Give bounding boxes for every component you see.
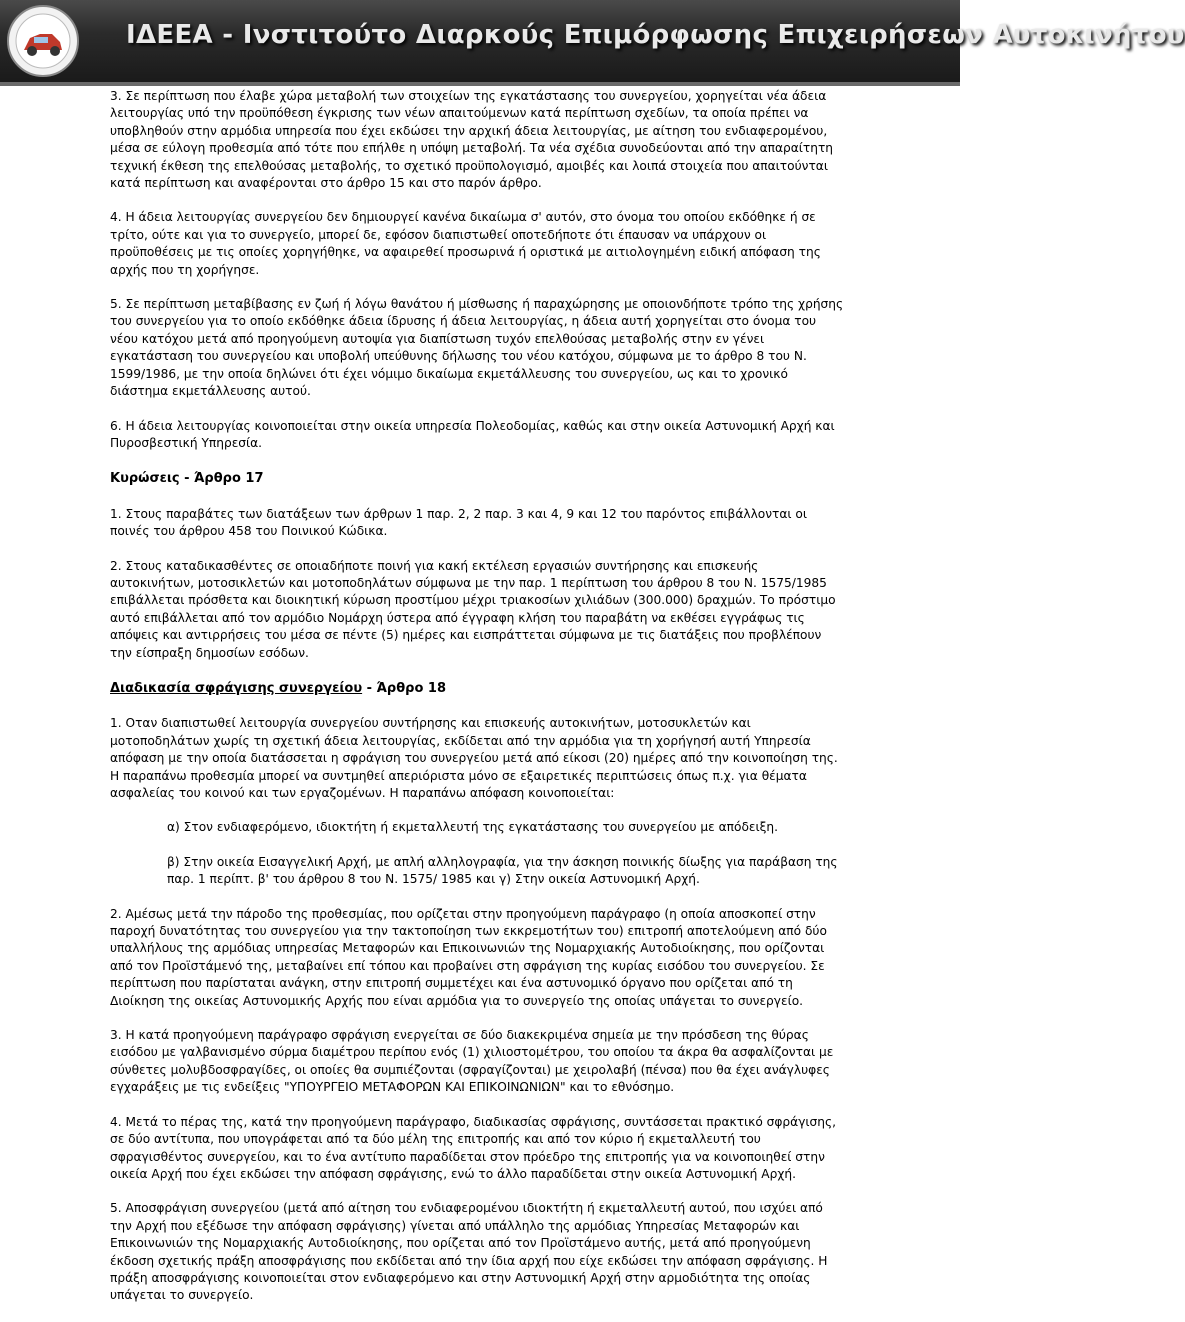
paragraph-18-3: 3. Η κατά προηγούμενη παράγραφο σφράγιση ενεργείται σε δύο διακεκριμένα σημεία με την πρόσδεση της θύρας εισόδου με γαλβανισμένο σύρμα διαμέτρου περίπου ενός (1) χιλιοστομέτρου, του οποίου τα άκρα θα ασφαλίζονται με σύνθετες μολυβδοσφραγίδες, οι οποίες θα συμπιέζονται (σφραγίζονται) με χειρολαβή (πένσα) που θα έχει ανάγλυφες εγχαράξεις με τις ενδείξεις "ΥΠΟΥΡΓΕΙΟ ΜΕΤΑΦΟΡΩΝ ΚΑΙ ΕΠΙΚΟΙΝΩΝΙΩΝ" και το εθνόσημο.: [110, 1028, 834, 1095]
ideea-logo-icon: [6, 4, 80, 78]
heading-article-18-title: Διαδικασία σφράγισης συνεργείου: [110, 680, 363, 696]
paragraph-17-1: 1. Στους παραβάτες των διατάξεων των άρθρων 1 παρ. 2, 2 παρ. 3 και 4, 9 και 12 του παρόντος επιβάλλονται οι ποινές του άρθρου 458 του Ποινικού Κώδικα.: [110, 506, 807, 539]
document-body: [110, 88, 845, 1322]
heading-article-18: [110, 680, 845, 697]
heading-article-17: Κυρώσεις - Άρθρο 17: [110, 471, 264, 487]
heading-article-18-number: - Άρθρο 18: [362, 680, 447, 696]
paragraph-18-1-b: β) Στην οικεία Εισαγγελική Αρχή, με απλή αλληλογραφία, για την άσκηση ποινικής δίωξης για παράβαση της παρ. 1 περίπτ. β' του άρθρου 8 του Ν. 1575/ 1985 και γ) Στην οικεία Αστυνομική Αρχή.: [167, 854, 838, 887]
paragraph-17-2: 2. Στους καταδικασθέντες σε οποιαδήποτε ποινή για κακή εκτέλεση εργασιών συντήρησης και επισκευής αυτοκινήτων, μοτοσικλετών και μοτοποδηλάτων σύμφωνα με την παρ. 1 περίπτωση του άρθρου 8 του Ν. 1575/1985 επιβάλλεται πρόσθετα και διοικητική κύρωση προστίμου μέχρι τριακοσίων χιλιάδων (300.000) δραχμών. Το πρόστιμο αυτό επιβάλλεται από τον αρμόδιο Νομάρχη ύστερα από έγγραφη κλήση του παραβάτη να εκθέσει εγγράφως τις απόψεις και αντιρρήσεις του μέσα σε πέντε (5) ημέρες και εισπράττεται σύμφωνα με τις διατάξεις που προβλέπουν την είσπραξη δημοσίων εσόδων.: [110, 558, 836, 660]
paragraph-18-4: 4. Μετά το πέρας της, κατά την προηγούμενη παράγραφο, διαδικασίας σφράγισης, συντάσσεται πρακτικό σφράγισης, σε δύο αντίτυπα, που υπογράφεται από τα δύο μέλη της επιτροπής και από τον κύριο ή εκμεταλλευτή του σφραγισθέντος συνεργείου, και το ένα αντίτυπο παραδίδεται στον πρόεδρο της επιτροπής για να κοινοποιηθεί στην οικεία Αρχή που έχει εκδώσει την απόφαση σφράγισης, ενώ το άλλο παραδίδεται στην οικεία Αστυνομική Αρχή.: [110, 1114, 837, 1181]
paragraph-18-2: 2. Αμέσως μετά την πάροδο της προθεσμίας, που ορίζεται στην προηγούμενη παράγραφο (η οποία αποσκοπεί στην παροχή δυνατότητας του συνεργείου για την τακτοποίηση των εκκρεμοτήτων του) επιτροπή αποτελούμενη από δύο υπαλλήλους της αρμόδιας υπηρεσίας Μεταφορών και Επικοινωνιών της Νομαρχιακής Αυτοδιοίκησης, που ορίζονται από τον Προϊστάμενό της, μεταβαίνει επί τόπου και προβαίνει στη σφράγιση της κυρίας εισόδου του συνεργείου. Σε περίπτωση που παρίσταται ανάγκη, στην επιτροπή συμμετέχει και ένα αστυνομικό όργανο που ορίζεται από τη Διοίκηση της οικείας Αστυνομικής Αρχής που είναι αρμόδια για το συνεργείο της οποίας υπάγεται το συνεργείο.: [110, 906, 827, 1008]
page-title: ΙΔΕΕΑ - Ινστιτούτο Διαρκούς Επιμόρφωσης Επιχειρήσεων Αυτοκινήτου: [126, 20, 1185, 50]
paragraph-18-1: 1. Οταν διαπιστωθεί λειτουργία συνεργείου συντήρησης και επισκευής αυτοκινήτων, μοτοσυκλετών και μοτοποδηλάτων χωρίς τη σχετική άδεια λειτουργίας, εκδίδεται από την αρμόδια για τη χορήγησή αυτή Υπηρεσία απόφαση με την οποία διατάσσεται η σφράγιση του συνεργείου μετά από είκοσι (20) ημέρες από την κοινοποίηση της. Η παραπάνω προθεσμία μπορεί να συντμηθεί απεριόριστα μόνο σε εξαιρετικές περιπτώσεις όπως π.χ. για θέματα ασφαλείας του κοινού και των εργαζομένων. Η παραπάνω απόφαση κοινοποιείται:: [110, 716, 838, 800]
header-banner: [0, 0, 1185, 86]
paragraph-18-1-a: α) Στον ενδιαφερόμενο, ιδιοκτήτη ή εκμεταλλευτή της εγκατάστασης του συνεργείου με απόδειξη.: [167, 820, 779, 835]
paragraph-16-3: 3. Σε περίπτωση που έλαβε χώρα μεταβολή των στοιχείων της εγκατάστασης του συνεργείου, χορηγείται νέα άδεια λειτουργίας υπό την προϋπόθεση έγκρισης των νέων απαιτούμενων κατά περίπτωση σχεδίων, τα οποία πρέπει να υποβληθούν στην αρμόδια υπηρεσία που έχει εκδώσει την αρχική άδεια λειτουργίας, με αίτηση του ενδιαφερομένου, μέσα σε εύλογη προθεσμία από τότε που επήλθε η υπόψη μεταβολή. Τα νέα σχέδια συνοδεύονται από την απαραίτητη τεχνική έκθεση της επελθούσας μεταβολής, το σχετικό προϋπολογισμό, αμοιβές και λοιπά στοιχεία που απαιτούνται κατά περίπτωση και αναφέρονται στο άρθρο 15 και στο παρόν άρθρο.: [110, 89, 834, 191]
paragraph-16-5: 5. Σε περίπτωση μεταβίβασης εν ζωή ή λόγω θανάτου ή μίσθωσης ή παραχώρησης με οποιονδήποτε τρόπο της χρήσης του συνεργείου για το οποίο εκδόθηκε άδεια ίδρυσης ή άδεια λειτουργίας, η άδεια αυτή χορηγείται στο όνομα του νέου κατόχου μετά από προηγούμενη αυτοψία για διαπίστωση τυχόν επελθούσας μεταβολής στην εν γένει εγκατάσταση του συνεργείου και υποβολή υπεύθυνης δήλωσης του νέου κατόχου, σύμφωνα με το άρθρο 8 του Ν. 1599/1986, με την οποία δηλώνει ότι έχει νόμιμο δικαίωμα εκμετάλλευσης του συνεργείου, ως και το χρονικό διάστημα εκμετάλλευσης αυτού.: [110, 297, 844, 399]
paragraph-18-5: 5. Αποσφράγιση συνεργείου (μετά από αίτηση του ενδιαφερομένου ιδιοκτήτη ή εκμεταλλευτή αυτού, που ισχύει από την Αρχή που εξέδωσε την απόφαση σφράγισης) γίνεται από υπάλληλο της αρμόδιας Υπηρεσίας Μεταφορών και Επικοινωνιών της Νομαρχιακής Αυτοδιοίκησης, που ορίζεται από τον Προϊστάμενο αυτής, μετά από προηγούμενη έκδοση σχετικής πράξη αποσφράγισης που εκδίδεται από την ίδια αρχή που είχε εκδώσει την απόφαση σφράγισης. Η πράξη αποσφράγισης κοινοποιείται στον ενδιαφερόμενο και στην Αστυνομική Αρχή στην αρμοδιότητα της οποίας υπάγεται το συνεργείο.: [110, 1201, 828, 1303]
paragraph-16-6: 6. Η άδεια λειτουργίας κοινοποιείται στην οικεία υπηρεσία Πολεοδομίας, καθώς και στην οικεία Αστυνομική Αρχή και Πυροσβεστική Υπηρεσία.: [110, 418, 835, 450]
paragraph-16-4: 4. Η άδεια λειτουργίας συνεργείου δεν δημιουργεί κανένα δικαίωμα σ' αυτόν, στο όνομα του οποίου εκδόθηκε ή σε τρίτο, ούτε και για το συνεργείο, μπορεί δε, εφόσον διαπιστωθεί οποτεδήποτε ότι έπαυσαν να υπάρχουν οι προϋποθέσεις με τις οποίες χορηγήθηκε, να αφαιρεθεί προσωρινά ή οριστικά με αιτιολογημένη ειδική απόφαση της αρχής που τη χορήγησε.: [110, 210, 821, 277]
